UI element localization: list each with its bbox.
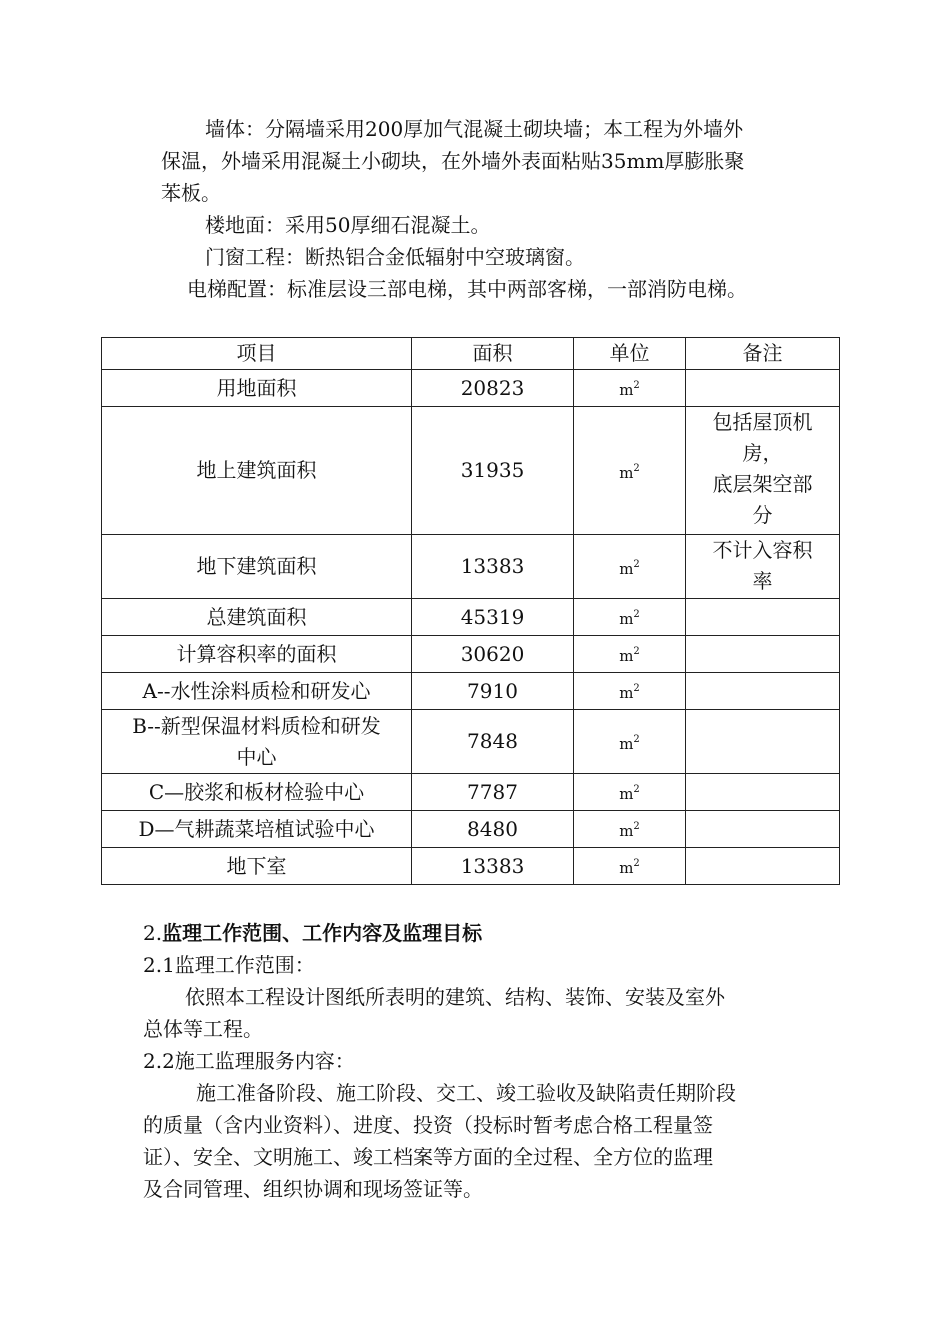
windows-paragraph: 门窗工程：断热铝合金低辐射中空玻璃窗。 [205,245,585,269]
row-unit [574,370,686,407]
wall-paragraph-line-3: 苯板。 [161,181,221,205]
row-item: 地上建筑面积 [102,407,412,535]
row-note [686,636,840,673]
row-note [686,848,840,885]
row-unit [574,636,686,673]
unit-base: m [619,381,634,399]
unit-sup: 2 [633,558,640,570]
row-area: 7910 [412,673,574,710]
table-row [102,535,840,599]
section-2-1-title: 2.1监理工作范围： [143,953,315,977]
unit-sup: 2 [633,462,640,474]
header-note: 备注 [686,338,840,370]
row-unit [574,774,686,811]
elevator-paragraph: 电梯配置：标准层设三部电梯，其中两部客梯，一部消防电梯。 [187,277,747,301]
row-item: A--水性涂料质检和研发心 [102,673,412,710]
note-line: 分 [752,503,773,527]
unit-sup: 2 [633,609,640,620]
unit-sup: 2 [633,784,640,795]
row-note [686,710,840,774]
row-item: 地下室 [102,848,412,885]
unit-base: m [619,785,634,803]
table-row [102,599,840,636]
section-2-2-line-3: 证）、安全、文明施工、竣工档案等方面的全过程、全方位的监理 [143,1145,713,1169]
section-2-2-title: 2.2施工监理服务内容： [143,1049,355,1073]
row-area: 13383 [412,535,574,599]
row-area: 13383 [412,848,574,885]
unit-base: m [619,822,634,840]
section-2-2-line-1: 施工准备阶段、施工阶段、交工、竣工验收及缺陷责任期阶段 [196,1081,736,1105]
row-item: 总建筑面积 [102,599,412,636]
row-unit [574,407,686,535]
row-unit [574,673,686,710]
unit-base: m [619,463,634,482]
header-area: 面积 [412,338,574,370]
row-area: 7848 [412,710,574,774]
area-table [101,337,840,885]
section-2-heading [143,918,482,949]
row-area: 8480 [412,811,574,848]
section-2-heading-text: 监理工作范围、工作内容及监理目标 [162,921,483,945]
row-unit [574,710,686,774]
table-row [102,673,840,710]
row-note [686,407,840,535]
note-line: 底层架空部 [712,472,813,496]
unit-base: m [619,559,634,578]
header-item: 项目 [102,338,412,370]
row-item: C—胶浆和板材检验中心 [102,774,412,811]
item-line: B--新型保温材料质检和研发 [132,713,381,738]
note-line: 率 [752,569,773,593]
row-item: 地下建筑面积 [102,535,412,599]
note-line: 不计入容积 [712,538,813,562]
item-line: 中心 [236,744,277,769]
wall-paragraph-line-1: 墙体：分隔墙采用200厚加气混凝土砌块墙；本工程为外墙外 [205,117,744,141]
row-area: 7787 [412,774,574,811]
unit-sup: 2 [633,683,640,694]
unit-base: m [619,734,634,753]
row-note [686,811,840,848]
table-row [102,710,840,774]
row-item: D—气耕蔬菜培植试验中心 [102,811,412,848]
unit-sup: 2 [633,733,640,745]
note-line: 包括屋顶机 [712,410,813,434]
unit-base: m [619,859,634,877]
row-note [686,599,840,636]
row-area: 31935 [412,407,574,535]
row-item: 计算容积率的面积 [102,636,412,673]
section-2-1-line-2: 总体等工程。 [143,1017,263,1041]
section-2-1-line-1: 依照本工程设计图纸所表明的建筑、结构、装饰、安装及室外 [185,985,725,1009]
section-2-heading-number: 2. [143,921,163,945]
section-2-2-line-4: 及合同管理、组织协调和现场签证等。 [143,1177,483,1201]
header-unit: 单位 [574,338,686,370]
unit-sup: 2 [633,821,640,832]
table-row [102,848,840,885]
table-row [102,774,840,811]
row-note [686,535,840,599]
row-area: 30620 [412,636,574,673]
note-line: 房， [742,441,783,465]
table-header-row [102,338,840,370]
unit-sup: 2 [633,380,640,391]
table-row [102,811,840,848]
row-item [102,710,412,774]
table-row [102,370,840,407]
row-note [686,673,840,710]
row-note [686,370,840,407]
table-row [102,407,840,535]
row-note [686,774,840,811]
unit-sup: 2 [633,858,640,869]
table-row [102,636,840,673]
row-area: 45319 [412,599,574,636]
row-unit [574,535,686,599]
row-item: 用地面积 [102,370,412,407]
floor-paragraph: 楼地面：采用50厚细石混凝土。 [205,213,491,237]
section-2-2-line-2: 的质量（含内业资料）、进度、投资（投标时暂考虑合格工程量签 [143,1113,713,1137]
unit-base: m [619,647,634,665]
row-unit [574,811,686,848]
row-unit [574,599,686,636]
unit-sup: 2 [633,646,640,657]
row-area: 20823 [412,370,574,407]
unit-base: m [619,684,634,702]
wall-paragraph-line-2: 保温，外墙采用混凝土小砌块，在外墙外表面粘贴35mm厚膨胀聚 [161,149,745,173]
row-unit [574,848,686,885]
unit-base: m [619,610,634,628]
